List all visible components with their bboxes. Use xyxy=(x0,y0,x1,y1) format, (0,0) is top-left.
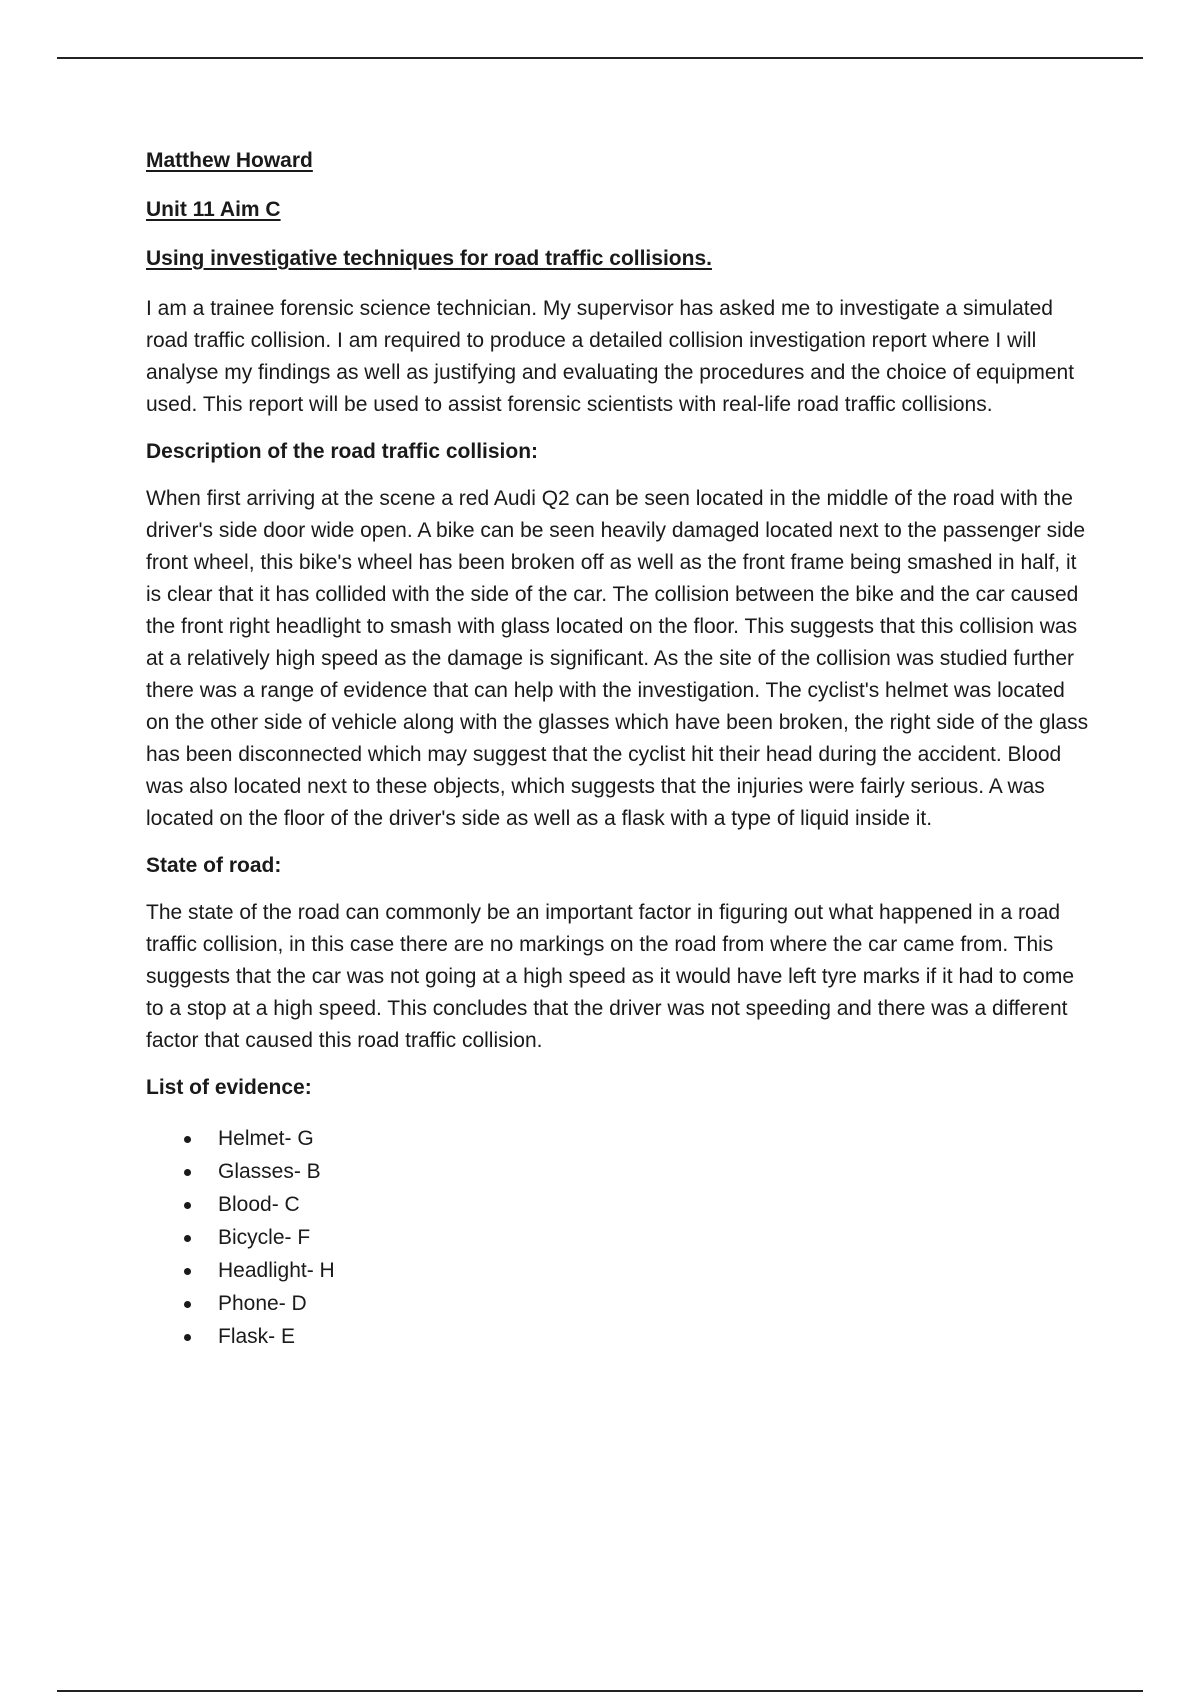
document-title: Using investigative techniques for road traffic collisions. xyxy=(146,247,712,270)
list-item xyxy=(146,1188,1092,1221)
list-item xyxy=(146,1221,1092,1254)
list-item xyxy=(146,1287,1092,1320)
evidence-item-label: Bicycle- F xyxy=(218,1226,311,1249)
bullet-icon xyxy=(184,1301,191,1308)
evidence-item-label: Headlight- H xyxy=(218,1259,335,1282)
list-item xyxy=(146,1155,1092,1188)
bullet-icon xyxy=(184,1136,191,1143)
bullet-icon xyxy=(184,1268,191,1275)
bullet-icon xyxy=(184,1169,191,1176)
bullet-icon xyxy=(184,1334,191,1341)
top-rule xyxy=(57,57,1143,59)
evidence-item-label: Glasses- B xyxy=(218,1160,321,1183)
bottom-rule xyxy=(57,1690,1143,1692)
bullet-icon xyxy=(184,1235,191,1242)
evidence-item-label: Helmet- G xyxy=(218,1127,314,1150)
description-paragraph: When first arriving at the scene a red Audi Q2 can be seen located in the middle of the road with the driver's side door wide open. A bike can be seen heavily damaged located next to the passenger side front wheel, this bike's wheel has been broken off as well as the front frame being smashed in half, it is clear that it has collided with the side of the car. The collision between the bike and the car caused the front right headlight to smash with glass located on the floor. This suggests that this collision was at a relatively high speed as the damage is significant. As the site of the collision was studied further there was a range of evidence that can help with the investigation. The cyclist's helmet was located on the other side of vehicle along with the glasses which have been broken, the right side of the glass has been disconnected which may suggest that the cyclist hit their head during the accident. Blood was also located next to these objects, which suggests that the injuries were fairly serious. A was located on the floor of the driver's side as well as a flask with a type of liquid inside it. xyxy=(146,487,1089,830)
list-item xyxy=(146,1254,1092,1287)
road-state-paragraph: The state of the road can commonly be an important factor in figuring out what happened in a road traffic collision, in this case there are no markings on the road from where the car came from. This suggests that the car was not going at a high speed as it would have left tyre marks if it had to come to a stop at a high speed. This concludes that the driver was not speeding and there was a different factor that caused this road traffic collision. xyxy=(146,901,1075,1052)
evidence-list xyxy=(146,1122,1092,1353)
evidence-item-label: Blood- C xyxy=(218,1193,300,1216)
list-item xyxy=(146,1320,1092,1353)
evidence-heading: List of evidence: xyxy=(146,1076,312,1099)
road-state-heading: State of road: xyxy=(146,854,282,877)
evidence-item-label: Phone- D xyxy=(218,1292,307,1315)
evidence-item-label: Flask- E xyxy=(218,1325,296,1348)
document-body xyxy=(146,146,1092,1353)
list-item xyxy=(146,1122,1092,1155)
bullet-icon xyxy=(184,1202,191,1209)
description-heading: Description of the road traffic collision: xyxy=(146,440,539,463)
author-name: Matthew Howard xyxy=(146,149,313,172)
unit-label: Unit 11 Aim C xyxy=(146,198,281,221)
intro-paragraph: I am a trainee forensic science technician. My supervisor has asked me to investigate a simulated road traffic collision. I am required to produce a detailed collision investigation report where I will analyse my findings as well as justifying and evaluating the procedures and the choice of equipment used. This report will be used to assist forensic scientists with real-life road traffic collisions. xyxy=(146,297,1075,416)
